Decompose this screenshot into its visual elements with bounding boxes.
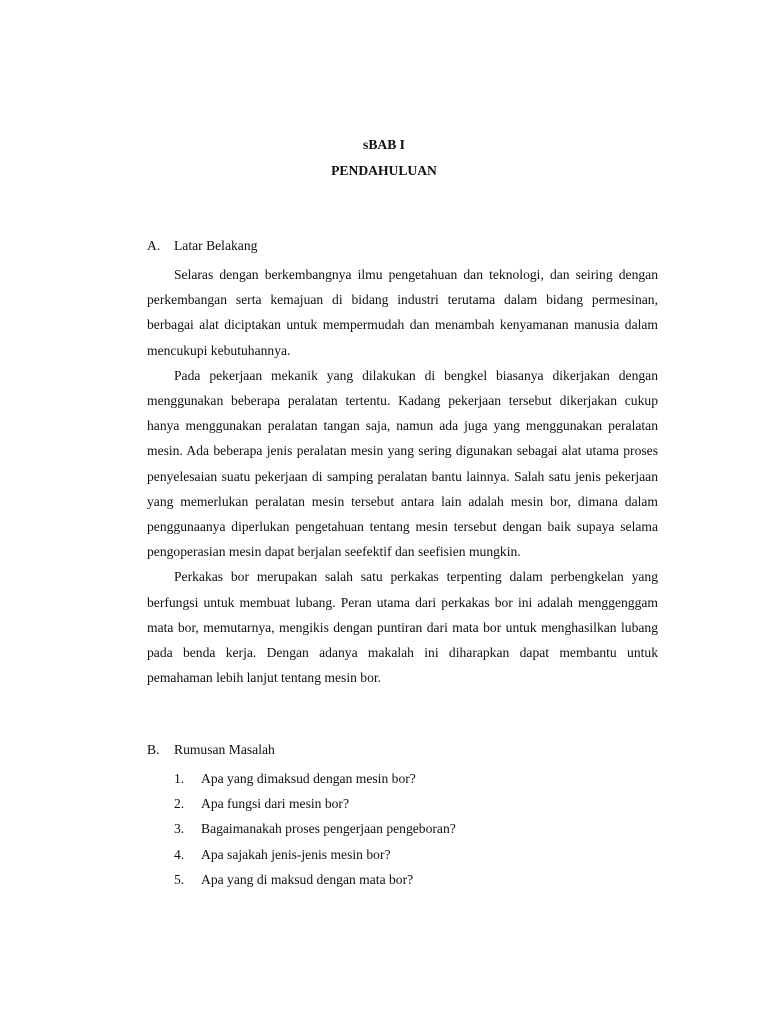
paragraph-2: Pada pekerjaan mekanik yang dilakukan di bengkel biasanya dikerjakan dengan menggunakan beberapa peralatan tertentu. Kadang pekerjaan tersebut dikerjakan cukup hanya menggunakan peralatan tangan saja, namun ada juga yang menggunakan peralatan mesin. Ada beberapa jenis peralatan mesin yang sering digunakan sebagai alat utama proses penyelesaian suatu pekerjaan di samping peralatan bantu lainnya. Salah satu jenis pekerjaan yang memerlukan peralatan mesin tersebut antara lain adalah mesin bor, dimana dalam penggunaanya diperlukan pengetahuan tentang mesin tersebut dengan baik supaya selama pengoperasian mesin dapat berjalan seefektif dan seefisien mungkin. <box>147 367 658 560</box>
section-a-heading <box>147 237 257 255</box>
section-b-title: Rumusan Masalah <box>174 742 275 757</box>
list-item-text: Apa sajakah jenis-jenis mesin bor? <box>201 846 391 862</box>
list-item-number: 4. <box>174 846 185 862</box>
chapter-title: PENDAHULUAN <box>331 163 437 178</box>
section-a-title: Latar Belakang <box>174 238 258 253</box>
list-item-number: 5. <box>174 871 185 887</box>
list-item <box>174 766 456 791</box>
chapter-number: sBAB I <box>363 137 405 152</box>
list-item <box>174 867 456 892</box>
section-b-letter: B. <box>147 742 160 757</box>
list-item-text: Apa yang di maksud dengan mata bor? <box>201 871 414 887</box>
section-b-heading <box>147 741 275 759</box>
list-item <box>174 791 456 816</box>
list-item-number: 3. <box>174 821 185 837</box>
list-item <box>174 842 456 867</box>
list-item-number: 1. <box>174 771 185 786</box>
section-a-body <box>147 262 658 690</box>
list-item <box>174 816 456 841</box>
problem-list <box>174 766 456 892</box>
section-a-letter: A. <box>147 238 161 253</box>
list-item-text: Bagaimanakah proses pengerjaan pengeboran? <box>201 821 456 837</box>
paragraph-3: Perkakas bor merupakan salah satu perkakas terpenting dalam perbengkelan yang berfungsi untuk membuat lubang. Peran utama dari perkakas bor ini adalah menggenggam mata bor, memutarnya, mengikis dengan puntiran dari mata bor untuk menghasilkan lubang pada benda kerja. Dengan adanya makalah ini diharapkan dapat membantu untuk pemahaman lebih lanjut tentang mesin bor. <box>147 569 658 686</box>
list-item-text: Apa yang dimaksud dengan mesin bor? <box>201 771 416 786</box>
list-item-text: Apa fungsi dari mesin bor? <box>201 796 349 812</box>
list-item-number: 2. <box>174 796 185 812</box>
paragraph-1: Selaras dengan berkembangnya ilmu pengetahuan dan teknologi, dan seiring dengan perkembangan serta kemajuan di bidang industri terutama dalam bidang permesinan, berbagai alat diciptakan untuk mempermudah dan menambah kenyamanan manusia dalam mencukupi kebutuhannya. <box>147 267 658 358</box>
